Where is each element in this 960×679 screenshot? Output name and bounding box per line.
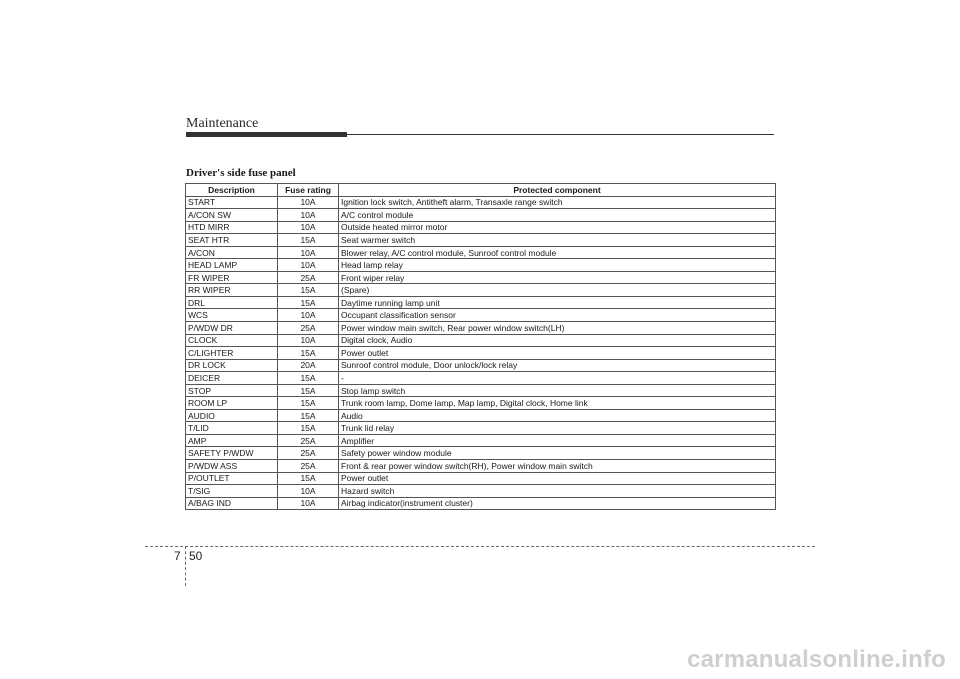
- fuse-description-cell: T/SIG: [186, 485, 278, 498]
- fuse-description-cell: SEAT HTR: [186, 234, 278, 247]
- fuse-description-cell: FR WIPER: [186, 271, 278, 284]
- table-header-row: [186, 184, 776, 197]
- table-row: [186, 309, 776, 322]
- table-row: [186, 460, 776, 473]
- protected-component-cell: Head lamp relay: [339, 259, 776, 272]
- fuse-rating-cell: 25A: [278, 434, 339, 447]
- protected-component-cell: Ignition lock switch, Antitheft alarm, Transaxle range switch: [339, 196, 776, 209]
- fuse-description-cell: A/BAG IND: [186, 497, 278, 510]
- fuse-description-cell: WCS: [186, 309, 278, 322]
- fuse-description-cell: HEAD LAMP: [186, 259, 278, 272]
- protected-component-cell: Safety power window module: [339, 447, 776, 460]
- protected-component-cell: -: [339, 372, 776, 385]
- fuse-description-cell: HTD MIRR: [186, 221, 278, 234]
- protected-component-cell: Power outlet: [339, 472, 776, 485]
- table-row: [186, 485, 776, 498]
- fuse-rating-cell: 25A: [278, 271, 339, 284]
- fuse-rating-cell: 15A: [278, 372, 339, 385]
- column-header-protected-component: Protected component: [339, 184, 776, 197]
- fuse-description-cell: ROOM LP: [186, 397, 278, 410]
- fuse-rating-cell: 10A: [278, 259, 339, 272]
- fuse-rating-cell: 15A: [278, 409, 339, 422]
- protected-component-cell: Audio: [339, 409, 776, 422]
- fuse-description-cell: P/OUTLET: [186, 472, 278, 485]
- fuse-rating-cell: 25A: [278, 460, 339, 473]
- table-row: [186, 434, 776, 447]
- table-row: [186, 271, 776, 284]
- fuse-description-cell: AMP: [186, 434, 278, 447]
- fuse-description-cell: DEICER: [186, 372, 278, 385]
- protected-component-cell: Trunk lid relay: [339, 422, 776, 435]
- table-row: [186, 284, 776, 297]
- table-row: [186, 196, 776, 209]
- protected-component-cell: Outside heated mirror motor: [339, 221, 776, 234]
- table-heading: Driver's side fuse panel: [186, 167, 296, 179]
- fuse-description-cell: C/LIGHTER: [186, 347, 278, 360]
- table-row: [186, 372, 776, 385]
- fuse-description-cell: DR LOCK: [186, 359, 278, 372]
- table-row: [186, 359, 776, 372]
- fuse-rating-cell: 15A: [278, 397, 339, 410]
- fuse-rating-cell: 15A: [278, 347, 339, 360]
- fuse-description-cell: T/LID: [186, 422, 278, 435]
- table-row: [186, 296, 776, 309]
- fuse-description-cell: P/WDW DR: [186, 322, 278, 335]
- protected-component-cell: Power window main switch, Rear power window switch(LH): [339, 322, 776, 335]
- table-row: [186, 497, 776, 510]
- fuse-rating-cell: 15A: [278, 284, 339, 297]
- fuse-description-cell: P/WDW ASS: [186, 460, 278, 473]
- watermark: carmanualsonline.info: [687, 646, 946, 673]
- fuse-rating-cell: 15A: [278, 234, 339, 247]
- table-row: [186, 259, 776, 272]
- fuse-rating-cell: 10A: [278, 209, 339, 222]
- fuse-description-cell: CLOCK: [186, 334, 278, 347]
- fuse-rating-cell: 10A: [278, 334, 339, 347]
- chapter-number: 7: [174, 549, 181, 563]
- fuse-rating-cell: 15A: [278, 422, 339, 435]
- table-body: [186, 196, 776, 510]
- protected-component-cell: Seat warmer switch: [339, 234, 776, 247]
- protected-component-cell: Hazard switch: [339, 485, 776, 498]
- fuse-rating-cell: 10A: [278, 497, 339, 510]
- fuse-description-cell: SAFETY P/WDW: [186, 447, 278, 460]
- table-row: [186, 322, 776, 335]
- protected-component-cell: Front wiper relay: [339, 271, 776, 284]
- fuse-rating-cell: 10A: [278, 221, 339, 234]
- table-row: [186, 221, 776, 234]
- table-row: [186, 472, 776, 485]
- protected-component-cell: Trunk room lamp, Dome lamp, Map lamp, Digital clock, Home link: [339, 397, 776, 410]
- fuse-description-cell: A/CON: [186, 246, 278, 259]
- footer-dashed-divider: [185, 546, 186, 586]
- table-row: [186, 422, 776, 435]
- fuse-rating-cell: 10A: [278, 246, 339, 259]
- fuse-description-cell: DRL: [186, 296, 278, 309]
- table-row: [186, 397, 776, 410]
- fuse-description-cell: RR WIPER: [186, 284, 278, 297]
- fuse-description-cell: AUDIO: [186, 409, 278, 422]
- fuse-rating-cell: 10A: [278, 309, 339, 322]
- protected-component-cell: (Spare): [339, 284, 776, 297]
- protected-component-cell: Daytime running lamp unit: [339, 296, 776, 309]
- column-header-fuse-rating: Fuse rating: [278, 184, 339, 197]
- fuse-rating-cell: 25A: [278, 447, 339, 460]
- fuse-table: [185, 183, 776, 510]
- fuse-rating-cell: 15A: [278, 384, 339, 397]
- footer-dashed-rule: [145, 546, 815, 547]
- fuse-description-cell: START: [186, 196, 278, 209]
- protected-component-cell: Airbag indicator(instrument cluster): [339, 497, 776, 510]
- fuse-description-cell: STOP: [186, 384, 278, 397]
- table-row: [186, 209, 776, 222]
- fuse-rating-cell: 25A: [278, 322, 339, 335]
- protected-component-cell: Amplifier: [339, 434, 776, 447]
- column-header-description: Description: [186, 184, 278, 197]
- protected-component-cell: Stop lamp switch: [339, 384, 776, 397]
- fuse-rating-cell: 20A: [278, 359, 339, 372]
- protected-component-cell: Occupant classification sensor: [339, 309, 776, 322]
- table-row: [186, 234, 776, 247]
- protected-component-cell: Blower relay, A/C control module, Sunroof control module: [339, 246, 776, 259]
- protected-component-cell: Sunroof control module, Door unlock/lock relay: [339, 359, 776, 372]
- header-rule-thick: [186, 132, 347, 137]
- header-rule-thin: [347, 134, 774, 135]
- page-number: 50: [189, 549, 203, 563]
- table-row: [186, 246, 776, 259]
- fuse-rating-cell: 10A: [278, 196, 339, 209]
- fuse-rating-cell: 10A: [278, 485, 339, 498]
- protected-component-cell: Power outlet: [339, 347, 776, 360]
- protected-component-cell: Digital clock, Audio: [339, 334, 776, 347]
- protected-component-cell: A/C control module: [339, 209, 776, 222]
- fuse-rating-cell: 15A: [278, 296, 339, 309]
- table-row: [186, 347, 776, 360]
- table-row: [186, 384, 776, 397]
- table-row: [186, 334, 776, 347]
- fuse-rating-cell: 15A: [278, 472, 339, 485]
- table-row: [186, 409, 776, 422]
- fuse-description-cell: A/CON SW: [186, 209, 278, 222]
- table-row: [186, 447, 776, 460]
- protected-component-cell: Front & rear power window switch(RH), Power window main switch: [339, 460, 776, 473]
- section-title: Maintenance: [186, 116, 259, 131]
